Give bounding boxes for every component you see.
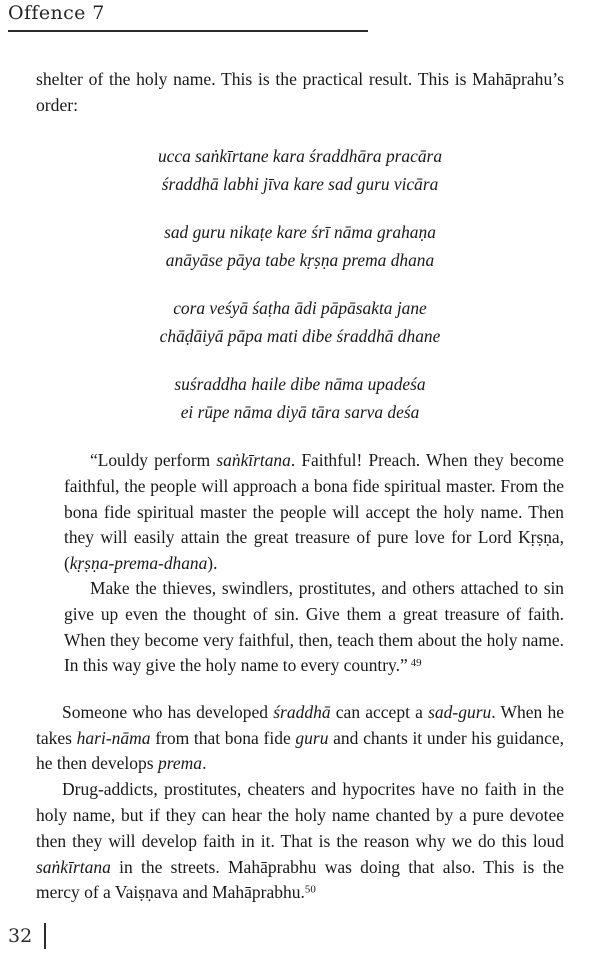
italic-term: guru — [295, 727, 329, 748]
quote-paragraph-1 — [64, 448, 564, 576]
body-text-part: from that bona fide — [150, 727, 296, 748]
quote-paragraph-2 — [64, 576, 564, 678]
footnote-marker[interactable]: 50 — [304, 883, 316, 896]
body-text-part: and chants it under his guidance, he then develops — [36, 727, 564, 774]
body-text-part: . — [202, 753, 207, 774]
footnote-marker[interactable]: 49 — [410, 656, 422, 669]
quote-text-part: ). — [207, 552, 218, 573]
closing-paragraph-1 — [36, 700, 564, 777]
closing-paragraph-2 — [36, 777, 564, 906]
body-text-part: . When he takes — [36, 701, 564, 748]
verse-line: sad guru nikaṭe kare śrī nāma grahaṇa — [164, 222, 436, 243]
quote-italic-term: kṛṣṇa-prema-dhana — [69, 552, 208, 573]
verse-line: cora veśyā śaṭha ādi pāpāsakta jane — [173, 298, 427, 319]
running-head-rule — [8, 30, 368, 32]
body-text-part: in the streets. Mahāprabhu was doing that also. This is the mercy of a Vaiṣṇava and Mahāprabhu. — [36, 856, 564, 903]
verse-group — [36, 142, 564, 426]
page-number: 32 — [8, 924, 33, 947]
verse-line: chāḍāiyā pāpa mati dibe śraddhā dhane — [159, 326, 441, 347]
italic-term: prema — [157, 753, 203, 774]
body-text-part: Someone who has developed — [62, 701, 274, 722]
verse-stanza-2 — [36, 218, 564, 274]
quote-text-part: “Louldy perform — [90, 450, 217, 471]
verse-stanza-4 — [36, 370, 564, 426]
italic-term: hari-nāma — [76, 727, 151, 748]
running-head — [8, 2, 592, 42]
quote-text-part: Make the thieves, swindlers, prostitutes, and others attached to sin give up even the thought of sin. Give them a great treasure of faith. When they become very faithful, then, teach them about the holy name. In this way give the holy name to every country.” — [64, 578, 564, 676]
running-head-title: Offence 7 — [8, 2, 105, 24]
verse-line: suśraddha haile dibe nāma upadeśa — [174, 374, 426, 395]
italic-term: saṅkīrtana — [36, 856, 111, 877]
page-folio — [8, 921, 46, 951]
opening-line-1: shelter of the holy name. This is the practical result. This is — [36, 69, 467, 89]
quote-italic-term: saṅkīrtana — [216, 450, 291, 471]
quote-text-part: . Faithful! Preach. When they become faithful, the people will approach a bona fide spiritual master. From the bona fide spiritual master the people will accept the holy name. Then they will easily attain the great treasure of pure love for Lord Kṛṣṇa, ( — [64, 450, 564, 573]
verse-stanza-1 — [36, 142, 564, 198]
verse-line: anāyāse pāya tabe kṛṣṇa prema dhana — [165, 250, 435, 271]
closing-paragraphs — [36, 700, 564, 906]
text-frame — [36, 66, 564, 906]
verse-line: ei rūpe nāma diyā tāra sarva deśa — [180, 402, 420, 423]
folio-rule — [44, 923, 46, 949]
verse-line: ucca saṅkīrtane kara śraddhāra pracāra — [157, 146, 443, 167]
block-quote — [64, 448, 564, 678]
verse-stanza-3 — [36, 294, 564, 350]
opening-paragraph — [36, 66, 564, 118]
body-text-part: can accept a — [330, 701, 429, 722]
verse-line: śraddhā labhi jīva kare sad guru vicāra — [161, 174, 439, 195]
italic-term: sad-guru — [428, 701, 492, 722]
body-text-part: Drug-addicts, prostitutes, cheaters and hypocrites have no faith in the holy name, but if they can hear the holy name chanted by a pure devotee then they will develop faith in it. That is the reason why we do this loud — [36, 779, 564, 851]
opening-line-2: Mahāprahu’s order: — [36, 69, 564, 116]
italic-term: śraddhā — [273, 701, 331, 722]
